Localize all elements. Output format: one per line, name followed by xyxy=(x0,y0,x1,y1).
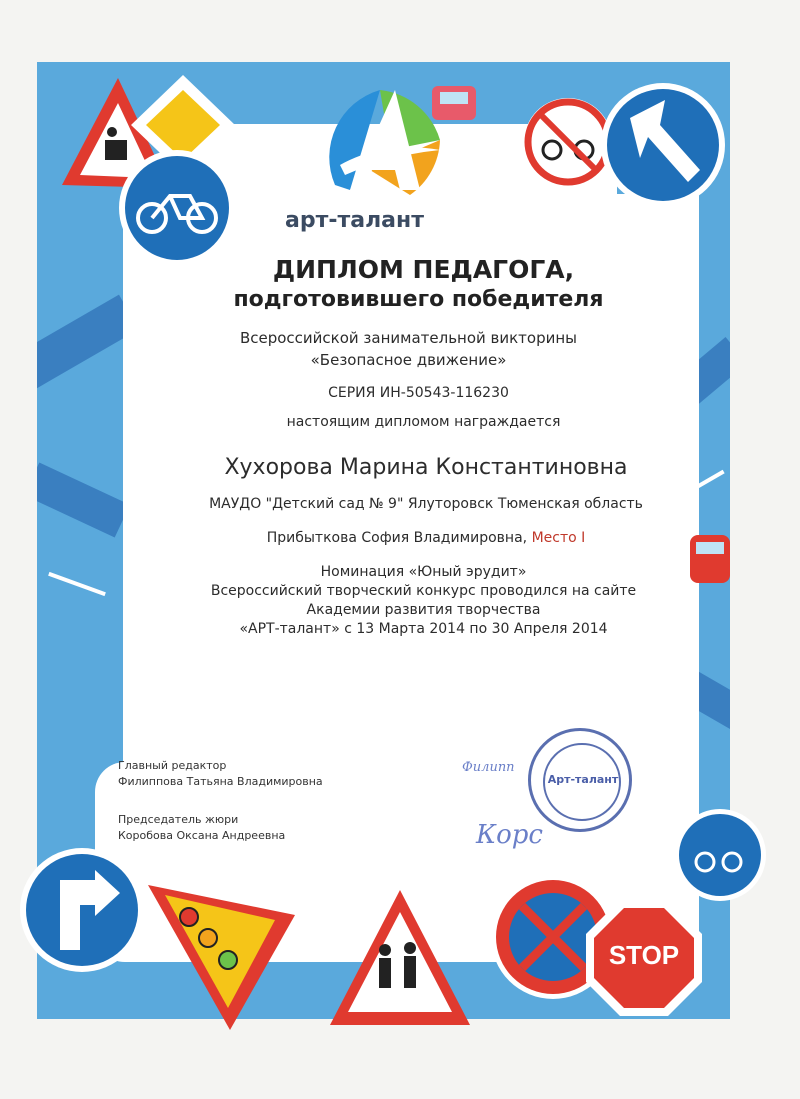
no-bicycles-sign-icon xyxy=(524,98,612,186)
stamp-text: Арт-талант xyxy=(547,773,619,786)
nomination-line: Академии развития творчества xyxy=(306,602,541,618)
handwritten-signature-editor: Филипп xyxy=(462,760,515,775)
editor-name: Филиппова Татьяна Владимировна xyxy=(118,775,323,788)
awarded-text: настоящим дипломом награждается xyxy=(286,414,561,430)
direction-arrow-sign-icon xyxy=(601,83,725,207)
diploma-title: ДИПЛОМ ПЕДАГОГА, xyxy=(272,255,575,284)
stop-sign-label xyxy=(594,940,694,971)
winner-line xyxy=(37,530,730,546)
contest-description: Всероссийской занимательной викторины «Безопасное движение» xyxy=(239,329,578,369)
art-talant-logo-icon xyxy=(329,90,440,195)
diploma-subtitle: подготовившего победителя xyxy=(233,287,604,312)
car-icon xyxy=(432,86,476,120)
series-number: СЕРИЯ ИН-50543-116230 xyxy=(328,385,509,401)
elderly-pedestrians-sign-icon xyxy=(330,890,470,1025)
handwritten-signature-jury: Корс xyxy=(476,820,543,850)
nomination-line: Всероссийский творческий конкурс проводился на сайте xyxy=(210,583,637,599)
jury-role: Председатель жюри xyxy=(118,813,239,826)
winner-name: Прибыткова София Владимировна, xyxy=(266,530,528,546)
recipient-organization: МАУДО "Детский сад № 9" Ялуторовск Тюменская область xyxy=(209,496,643,512)
nomination-dates: «АРТ-талант» с 13 Марта 2014 по 30 Апреля 2014 xyxy=(239,621,608,637)
editor-role: Главный редактор xyxy=(118,759,227,772)
bicycle-sign-right-icon xyxy=(674,809,766,901)
editor-signature-block xyxy=(118,758,323,790)
recipient-name: Хухорова Марина Константиновна xyxy=(224,455,628,480)
traffic-light-sign-icon xyxy=(148,885,295,1030)
jury-signature-block xyxy=(118,812,285,844)
jury-name: Коробова Оксана Андреевна xyxy=(118,829,286,842)
official-stamp xyxy=(528,728,632,832)
nomination-title: Номинация «Юный эрудит» xyxy=(320,564,527,580)
brand-name: арт-талант xyxy=(285,208,424,233)
bicycle-path-sign-icon xyxy=(119,150,235,266)
winner-place: Место I xyxy=(531,530,586,546)
stop-sign-text: STOP xyxy=(608,940,680,970)
nomination-block xyxy=(37,563,730,639)
turn-arrow-sign-icon xyxy=(20,848,144,972)
